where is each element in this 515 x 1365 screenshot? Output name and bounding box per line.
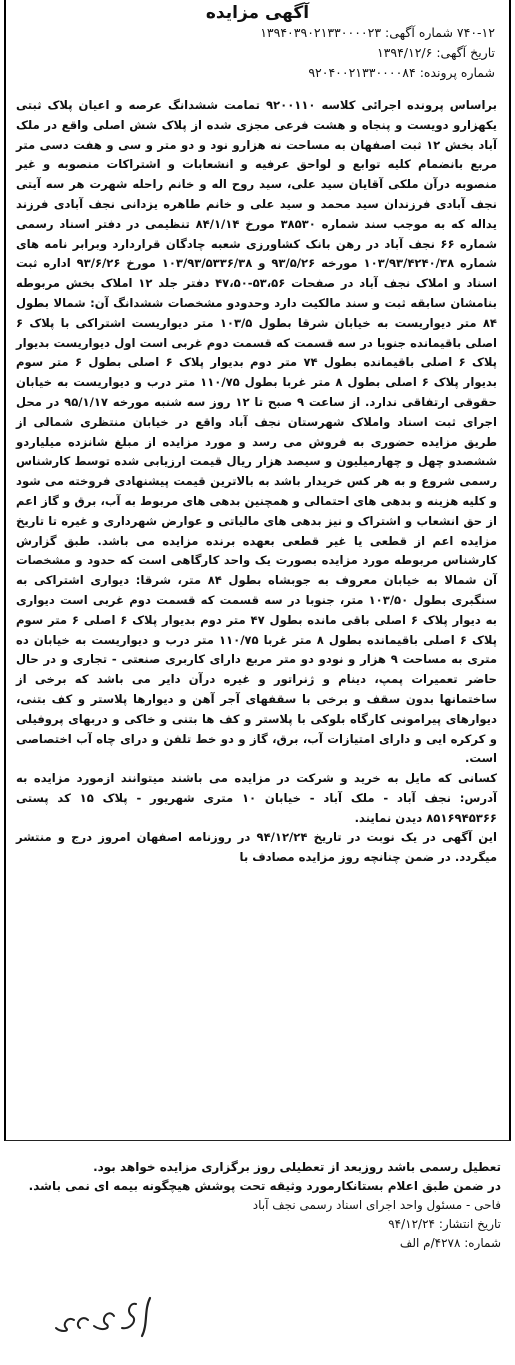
insurance-note: در ضمن طبق اعلام بستانکارمورد وثیقه تحت پوشش هیچگونه بیمه ای نمی باشد. [28, 1179, 501, 1193]
signatory: فاحی - مسئول واحد اجرای اسناد رسمی نجف آباد [252, 1198, 501, 1212]
handwritten-note [52, 1290, 162, 1342]
ad-number: ۷۴۰-۱۲ شماره آگهی: ۱۳۹۴۰۳۹۰۲۱۳۳۰۰۰۰۲۳ [260, 25, 495, 40]
ad-title: آگهی مزایده [205, 3, 310, 23]
ad-body [16, 96, 497, 868]
ad-paragraph-publication: این آگهی در یک نوبت در تاریخ ۹۴/۱۲/۲۴ در روزنامه اصفهان امروز درج و منتشر میگردد. در ضمن چنانچه روز مزایده مصادف با [16, 830, 497, 865]
ad-footer [10, 1158, 501, 1253]
ad-date: تاریخ آگهی: ۱۳۹۴/۱۲/۶ [376, 45, 495, 60]
publication-date: تاریخ انتشار: ۹۴/۱۲/۲۴ [388, 1217, 501, 1231]
ad-paragraph-visit: کسانی که مایل به خرید و شرکت در مزایده می باشند میتوانند ازمورد مزایده به آدرس: نجف آباد - ملک آباد - خیابان ۱۰ متری شهریور - پلاک ۱۵ کد پستی ۸۵۱۶۹۴۵۳۶۶ دیدن نمایند. [16, 771, 497, 825]
ad-frame [4, 0, 511, 1141]
ad-paragraph-main: براساس پرونده اجرائی کلاسه ۹۲۰۰۱۱۰ تمامت ششدانگ عرصه و اعیان پلاک ثبتی یکهزارو دویست و پنجاه و هشت فرعی مجزی شده از پلاک شش اصلی واقع در ملک آباد بخش ۱۲ ثبت اصفهان به مساحت نه هزارو نود و دو متر و سی و هفت دسی متر مربع بانضمام کلیه توابع و لواحق عرفیه و انشعابات و اشتراکات منصوبه و غیر منصوبه درآن ملکی آقایان سید علی، سید روح اله و خانم راحله شهرت هر سه آیتی نجف آبادی فرزندان سید محمد و سید علی و خانم طاهره یزدانی نجف آبادی فرزند یداله که به موجب سند شماره ۳۸۵۳۰ مورخ ۸۴/۱/۱۴ تنظیمی در دفتر اسناد رسمی شماره ۶۶ نجف آباد در رهن بانک کشاورزی شعبه چادگان قراردارد وبرابر نامه های شماره ۱۰۳/۹۳/۴۲۴۰/۳۸ مورخه ۹۳/۵/۲۶ و ۱۰۳/۹۳/۵۳۳۶/۳۸ مورخ ۹۳/۶/۲۶ اداره ثبت اسناد و املاک نجف آباد در صفحات ۵۳،۵۶-۴۷،۵۰ دفتر جلد ۱۲ املاک بخش مربوطه بنامشان سابقه ثبت و سند مالکیت دارد وحدودو مشخصات ششدانگ آن: شمالا بطول ۸۴ متر دیواریست به خیابان شرقا بطول ۱۰۳/۵ متر دیواریست اشتراکی با پلاک ۶ اصلی باقیمانده جنوبا در سه قسمت که قسمت دوم غربی است اول دیواریست بدیوار پلاک ۶ اصلی باقیمانده بطول ۷۴ متر دوم بدیوار پلاک ۶ اصلی بطول ۶ متر سوم بدیوار پلاک ۶ اصلی بطول ۸ متر غربا بطول ۱۱۰/۷۵ متر درب و دیواریست به خیابان حقوقی ارتفاقی ندارد. از ساعت ۹ صبح تا ۱۲ روز سه شنبه مورخه ۹۵/۱/۱۷ در محل اجرای ثبت اسناد واملاک شهرستان نجف آباد واقع در خیابان منتظری شمالی از طریق مزایده حضوری به فروش می رسد و مورد مزایده از مبلغ شانزده میلیاردو ششصدو چهل و چهارمیلیون و سیصد هزار ریال قیمت ارزیابی شده توسط کارشناس رسمی شروع و به هر کس خریدار باشد به بالاترین قیمت پیشنهادی فروخته می شود و کلیه هزینه و بدهی های احتمالی و همچنین بدهی های مربوط به آب، برق و گاز اعم از حق انشعاب و اشتراک و نیز بدهی های مالیاتی و عوارض شهرداری و غیره تا تاریخ مزایده اعم از قطعی یا غیر قطعی بعهده برنده مزایده می باشد. طبق گزارش کارشناس مربوطه مورد مزایده بصورت یک واحد کارگاهی است که حدود و مشخصات آن شمالا به خیابان معروف به جوبشاه بطول ۸۴ متر، شرقا: دیواری اشتراکی به سنگبری بطول ۱۰۳/۵۰ متر، جنوبا در سه قسمت که قسمت دوم غربی است دیواری به دیوار پلاک ۶ اصلی باقی مانده بطول ۴۷ متر دوم بدیوار پلاک ۶ اصلی ۶ متر سوم پلاک ۶ اصلی باقیمانده بطول ۸ متر غربا ۱۱۰/۷۵ متر درب و دیواریست به خیابان ده متری به مساحت ۹ هزار و نودو دو متر مربع دارای کاربری صنعتی - تجاری و در حال حاضر تعمیرات پمپ، دینام و ژنراتور و غیره درآن دایر می باشد که برخی از ساختمانها بدون سقف و برخی با سقفهای آجر آهن و دیوارها پلاستر و کف بتنی، دیوارهای پیرامونی کارگاه بلوکی با پلاستر و کف ها بتنی و خاکی و دربهای پروفیلی و کرکره ایی و دارای امتیازات آب، برق، گاز و دو خط تلفن و درای چاه آب اختصاصی است. [16, 98, 497, 766]
reference-number: شماره: ۴۲۷۸/م الف [399, 1236, 501, 1250]
holiday-note: تعطیل رسمی باشد روزبعد از تعطیلی روز برگزاری مزایده خواهد بود. [93, 1160, 501, 1174]
case-number: شماره پرونده: ۹۲۰۴۰۰۲۱۳۳۰۰۰۰۸۴ [308, 65, 495, 80]
